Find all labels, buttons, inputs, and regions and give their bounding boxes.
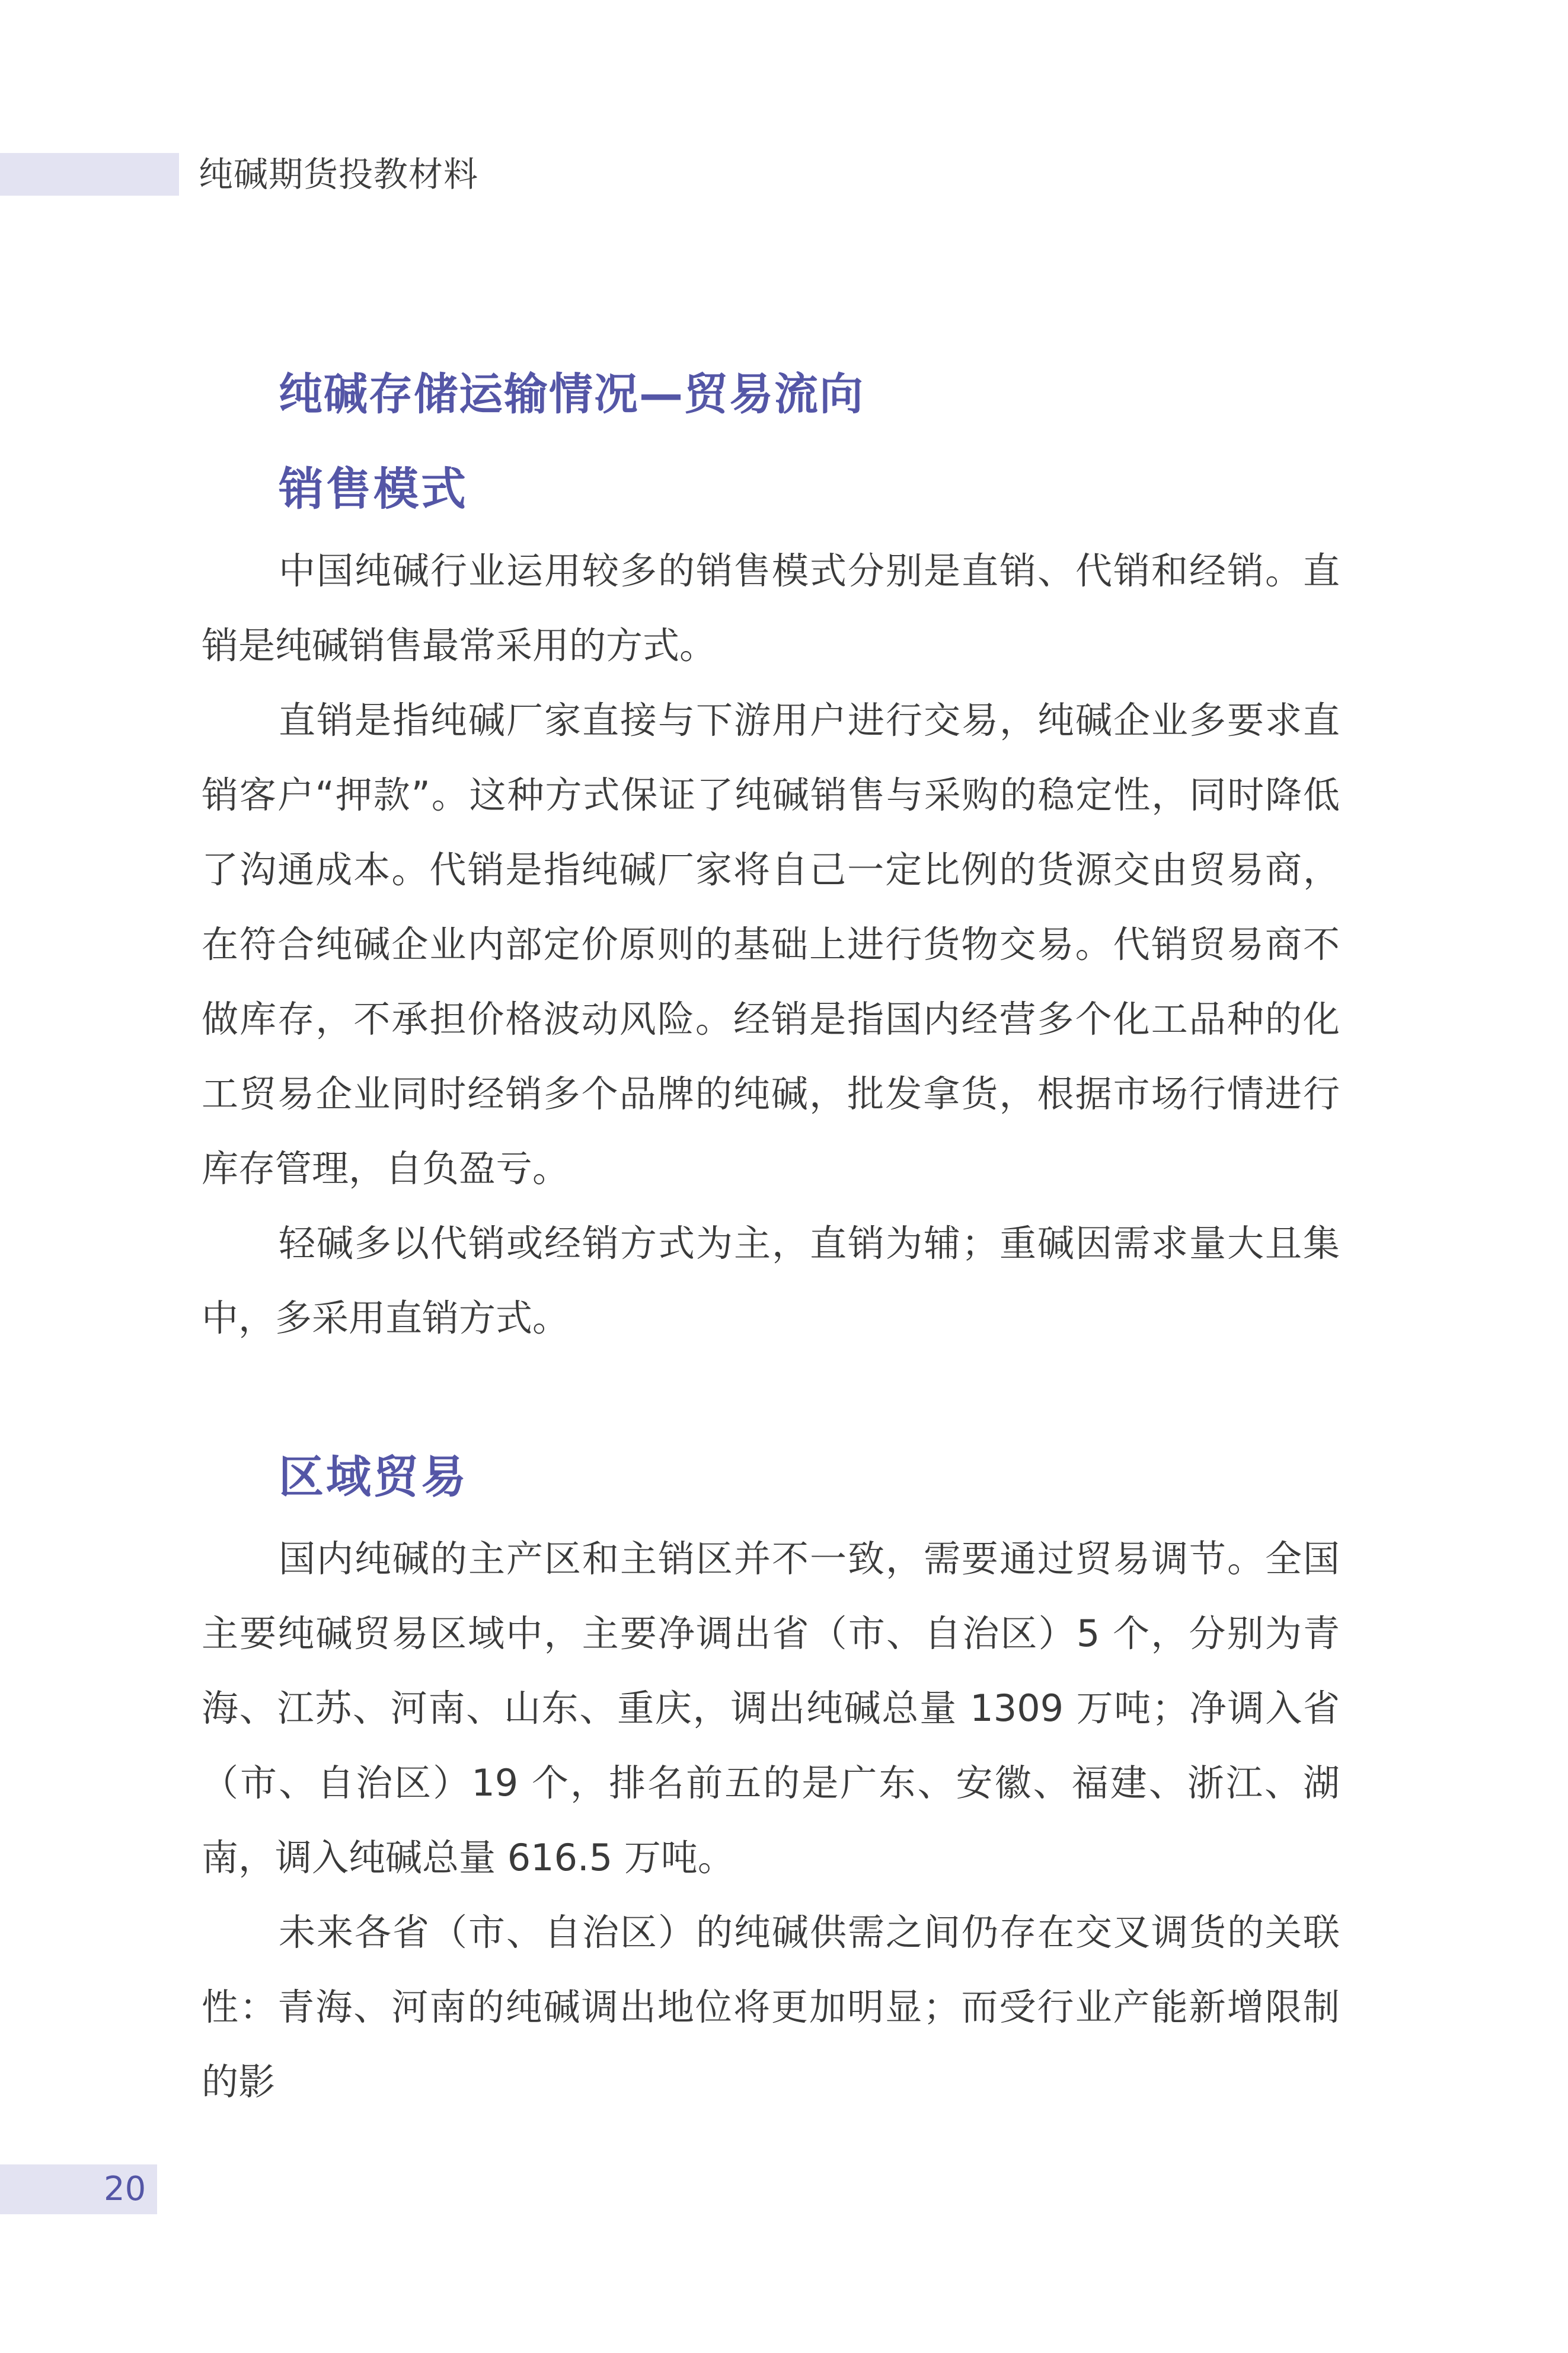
paragraph: 直销是指纯碱厂家直接与下游用户进行交易，纯碱企业多要求直销客户“押款”。这种方式保证了纯碱销售与采购的稳定性，同时降低了沟通成本。代销是指纯碱厂家将自己一定比例的货源交由贸易商，在符合纯碱企业内部定价原则的基础上进行货物交易。代销贸易商不做库存，不承担价格波动风险。经销是指国内经营多个化工品种的化工贸易企业同时经销多个品牌的纯碱，批发拿货，根据市场行情进行库存管理，自负盈亏。	[202, 699, 1340, 1190]
section-title: 纯碱存储运输情况—贸易流向	[279, 369, 864, 420]
paragraph: 中国纯碱行业运用较多的销售模式分别是直销、代销和经销。直销是纯碱销售最常采用的方式。	[202, 549, 1340, 667]
header-accent-bar	[0, 153, 179, 196]
page-content	[202, 362, 1340, 2119]
paragraph: 国内纯碱的主产区和主销区并不一致，需要通过贸易调节。全国主要纯碱贸易区域中，主要净调出省（市、自治区）5 个，分别为青海、江苏、河南、山东、重庆，调出纯碱总量 1309 万吨；净调入省（市、自治区）19 个，排名前五的是广东、安徽、福建、浙江、湖南，调入纯碱总量 616.5 万吨。	[202, 1537, 1340, 1879]
heading-regional-trade: 区域贸易	[279, 1450, 468, 1503]
heading-sales-mode: 销售模式	[279, 463, 468, 515]
paragraph: 未来各省（市、自治区）的纯碱供需之间仍存在交叉调货的关联性：青海、河南的纯碱调出地位将更加明显；而受行业产能新增限制的影	[202, 1911, 1340, 2103]
paragraph: 轻碱多以代销或经销方式为主，直销为辅；重碱因需求量大且集中，多采用直销方式。	[202, 1222, 1340, 1340]
page-number: 20	[104, 2170, 146, 2208]
running-header: 纯碱期货投教材料	[199, 154, 479, 195]
